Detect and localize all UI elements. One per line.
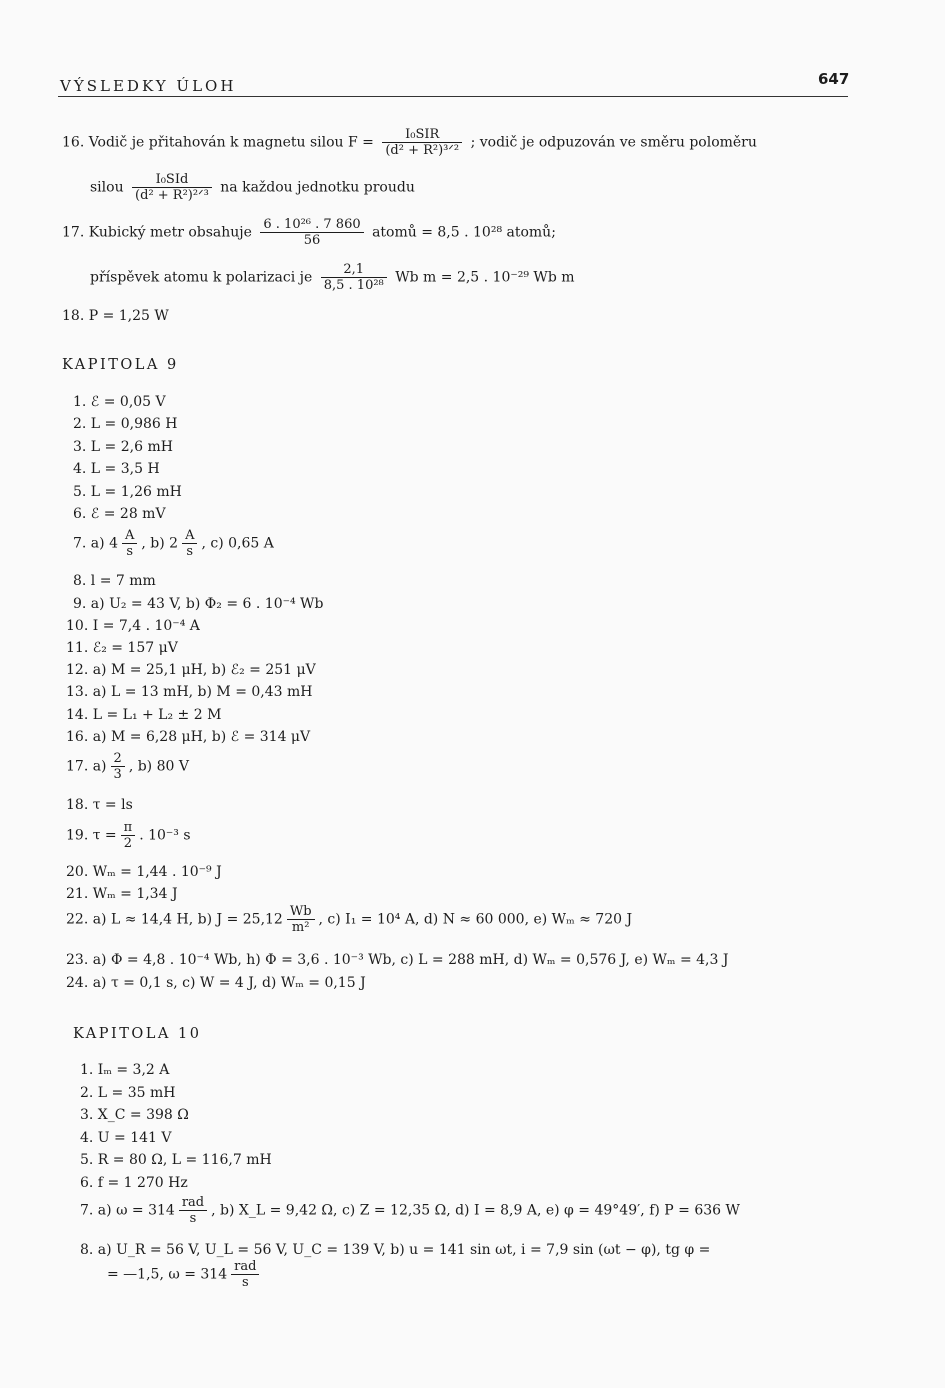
fraction-numerator: 6 . 10²⁶ . 7 860 [260,218,363,233]
ch9-answer-17 [66,752,189,781]
answer-text: , b) 2 [141,535,179,552]
answer-16-cont [90,173,415,202]
ch9-answer-9: 9. a) U₂ = 43 V, b) Φ₂ = 6 . 10⁻⁴ Wb [73,596,324,612]
fraction-denominator: m² [291,920,310,935]
answer-17-cont [90,263,575,292]
fraction [121,821,136,850]
fraction-denominator: 8,5 . 10²⁸ [323,278,384,293]
ch9-answer-4: 4. L = 3,5 H [73,461,160,477]
answer-text: 22. a) L ≈ 14,4 H, b) J = 25,12 [66,911,283,928]
fraction-numerator: 2,1 [321,263,387,278]
fraction-denominator: 2 [123,836,133,851]
ch9-answer-5: 5. L = 1,26 mH [73,484,182,500]
fraction-numerator: π [121,821,136,836]
fraction-numerator: I₀SId [132,173,212,188]
answer-text: atomů = 8,5 . 10²⁸ atomů; [372,224,556,241]
ch9-answer-16: 16. a) M = 6,28 μH, b) ℰ = 314 μV [66,729,311,745]
ch9-answer-8: 8. l = 7 mm [73,573,156,589]
answer-text: Wb m = 2,5 . 10⁻²⁹ Wb m [395,269,575,286]
ch9-answer-14: 14. L = L₁ + L₂ ± 2 M [66,707,222,723]
ch10-answer-7 [80,1196,740,1225]
answer-text: = —1,5, ω = 314 [107,1266,228,1283]
fraction-denominator: (d² + R²)²ᐟ³ [135,188,209,203]
fraction [321,263,387,292]
answer-text: , b) X_L = 9,42 Ω, c) Z = 12,35 Ω, d) I = 8,9 A, e) φ = 49°49′, f) P = 636 W [211,1202,740,1219]
fraction-denominator: (d² + R²)³ᐟ² [385,143,460,158]
answer-text: , c) 0,65 A [201,535,274,552]
answer-text: 17. a) [66,758,107,775]
fraction [111,752,125,781]
ch9-answer-13: 13. a) L = 13 mH, b) M = 0,43 mH [66,684,313,700]
answer-text: , c) I₁ = 10⁴ A, d) N ≈ 60 000, e) Wₘ ≈ 720 J [318,911,633,928]
ch9-answer-10: 10. I = 7,4 . 10⁻⁴ A [66,618,200,634]
page-number: 647 [818,70,850,88]
answer-text: 19. τ = [66,827,117,844]
answer-text: příspěvek atomu k polarizaci je [90,269,313,286]
fraction-numerator: I₀SIR [382,128,462,143]
fraction [179,1196,207,1225]
answer-text: 7. a) ω = 314 [80,1202,175,1219]
fraction-denominator: s [241,1275,249,1290]
answer-text: . 10⁻³ s [139,827,191,844]
fraction [382,128,462,157]
ch10-answer-5: 5. R = 80 Ω, L = 116,7 mH [80,1152,272,1168]
fraction-numerator: 2 [111,752,125,767]
ch9-answer-18: 18. τ = ls [66,797,133,813]
ch9-answer-3: 3. L = 2,6 mH [73,439,173,455]
chapter-9-heading: KAPITOLA 9 [62,357,179,373]
fraction-numerator: A [122,529,137,544]
ch9-answer-2: 2. L = 0,986 H [73,416,178,432]
ch10-answer-3: 3. X_C = 398 Ω [80,1107,189,1123]
answer-text: 17. Kubický metr obsahuje [62,224,252,241]
answer-text: 7. a) 4 [73,535,118,552]
fraction [260,218,363,247]
fraction-denominator: 3 [113,767,122,782]
ch9-answer-7 [73,529,274,558]
ch10-answer-4: 4. U = 141 V [80,1130,172,1146]
answer-text: 16. Vodič je přitahován k magnetu silou F = [62,134,374,151]
ch10-answer-6: 6. f = 1 270 Hz [80,1175,188,1191]
fraction-numerator: rad [179,1196,207,1211]
fraction-denominator: 56 [303,233,321,248]
fraction [287,905,315,934]
fraction [122,529,137,558]
answer-text: na každou jednotku proudu [220,179,415,196]
ch10-answer-8: 8. a) U_R = 56 V, U_L = 56 V, U_C = 139 V, b) u = 141 sin ωt, i = 7,9 sin (ωt − φ), tg φ = [80,1242,711,1258]
ch9-answer-24: 24. a) τ = 0,1 s, c) W = 4 J, d) Wₘ = 0,15 J [66,975,366,991]
running-header: VÝSLEDKY ÚLOH [60,77,237,95]
fraction-numerator: A [182,529,197,544]
fraction [132,173,212,202]
answer-text: silou [90,179,124,196]
ch9-answer-23: 23. a) Φ = 4,8 . 10⁻⁴ Wb, h) Φ = 3,6 . 10⁻³ Wb, c) L = 288 mH, d) Wₘ = 0,576 J, e) Wₘ = 4,3 J [66,952,729,968]
ch9-answer-22 [66,905,632,934]
header-rule [58,96,848,97]
ch9-answer-19 [66,821,191,850]
ch10-answer-1: 1. Iₘ = 3,2 A [80,1062,170,1078]
fraction [182,529,197,558]
ch9-answer-1: 1. ℰ = 0,05 V [73,394,166,410]
answer-text: , b) 80 V [128,758,189,775]
answer-18: 18. P = 1,25 W [62,308,169,324]
ch10-answer-2: 2. L = 35 mH [80,1085,176,1101]
ch10-answer-8-cont [107,1260,263,1289]
fraction-numerator: rad [231,1260,259,1275]
fraction-denominator: s [186,544,194,559]
answer-text: ; vodič je odpuzován ve směru poloměru [470,134,757,151]
answer-17 [62,218,556,247]
fraction-numerator: Wb [287,905,315,920]
ch9-answer-21: 21. Wₘ = 1,34 J [66,886,178,902]
ch9-answer-11: 11. ℰ₂ = 157 μV [66,640,178,656]
chapter-10-heading: KAPITOLA 10 [73,1026,202,1042]
fraction-denominator: s [126,544,134,559]
ch9-answer-12: 12. a) M = 25,1 μH, b) ℰ₂ = 251 μV [66,662,316,678]
fraction-denominator: s [189,1211,197,1226]
ch9-answer-20: 20. Wₘ = 1,44 . 10⁻⁹ J [66,864,222,880]
answer-16 [62,128,757,157]
fraction [231,1260,259,1289]
ch9-answer-6: 6. ℰ = 28 mV [73,506,166,522]
